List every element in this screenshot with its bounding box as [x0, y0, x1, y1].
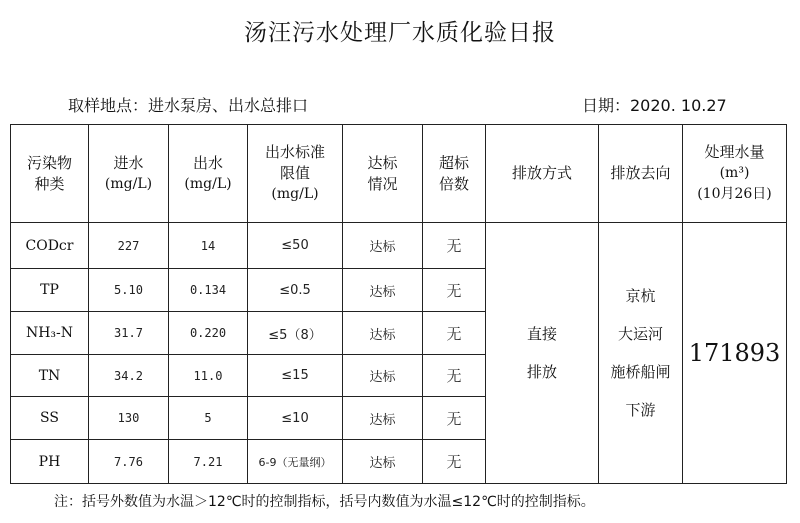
- sampling-location: 取样地点：进水泵房、出水总排口: [68, 96, 309, 115]
- effluent-value: 0.220: [169, 312, 248, 355]
- report-date: 日期：2020. 10.27: [582, 96, 727, 115]
- pollutant-name: TP: [11, 269, 89, 312]
- pollutant-name: NH₃-N: [11, 312, 89, 355]
- effluent-value: 11.0: [169, 355, 248, 397]
- effluent-value: 0.134: [169, 269, 248, 312]
- effluent-value: 14: [169, 223, 248, 269]
- pollutant-name: PH: [11, 440, 89, 484]
- exceed-multiple: 无: [423, 269, 486, 312]
- compliance-status: 达标: [343, 440, 423, 484]
- influent-value: 34.2: [89, 355, 169, 397]
- water-quality-table: [10, 124, 787, 484]
- header-exceed: 超标 倍数: [423, 125, 486, 223]
- header-compliance: 达标 情况: [343, 125, 423, 223]
- limit-value: ≤10: [248, 397, 343, 440]
- exceed-multiple: 无: [423, 440, 486, 484]
- limit-value: 6-9（无量纲）: [248, 440, 343, 484]
- effluent-value: 7.21: [169, 440, 248, 484]
- influent-value: 7.76: [89, 440, 169, 484]
- pollutant-name: SS: [11, 397, 89, 440]
- header-discharge-method: 排放方式: [486, 125, 599, 223]
- compliance-status: 达标: [343, 312, 423, 355]
- header-treated-volume: 处理水量 (m³) (10月26日): [683, 125, 787, 223]
- treated-volume: 171893: [683, 223, 787, 484]
- pollutant-name: TN: [11, 355, 89, 397]
- header-effluent: 出水 (mg/L): [169, 125, 248, 223]
- compliance-status: 达标: [343, 269, 423, 312]
- influent-value: 130: [89, 397, 169, 440]
- exceed-multiple: 无: [423, 397, 486, 440]
- limit-value: ≤50: [248, 223, 343, 269]
- limit-value: ≤15: [248, 355, 343, 397]
- exceed-multiple: 无: [423, 355, 486, 397]
- compliance-status: 达标: [343, 223, 423, 269]
- footnote: 注：括号外数值为水温＞12℃时的控制指标，括号内数值为水温≤12℃时的控制指标。: [54, 494, 595, 510]
- compliance-status: 达标: [343, 355, 423, 397]
- header-pollutant: 污染物 种类: [11, 125, 89, 223]
- compliance-status: 达标: [343, 397, 423, 440]
- header-influent: 进水 (mg/L): [89, 125, 169, 223]
- influent-value: 227: [89, 223, 169, 269]
- discharge-method: 直接 排放: [486, 223, 599, 484]
- pollutant-name: CODcr: [11, 223, 89, 269]
- influent-value: 31.7: [89, 312, 169, 355]
- header-row: [11, 125, 787, 223]
- exceed-multiple: 无: [423, 223, 486, 269]
- limit-value: ≤5（8）: [248, 312, 343, 355]
- discharge-destination: 京杭 大运河 施桥船闸 下游: [599, 223, 683, 484]
- influent-value: 5.10: [89, 269, 169, 312]
- table-row: [11, 223, 787, 269]
- report-title: 汤汪污水处理厂水质化验日报: [244, 20, 556, 46]
- header-limit: 出水标准 限值 (mg/L): [248, 125, 343, 223]
- limit-value: ≤0.5: [248, 269, 343, 312]
- effluent-value: 5: [169, 397, 248, 440]
- header-discharge-destination: 排放去向: [599, 125, 683, 223]
- exceed-multiple: 无: [423, 312, 486, 355]
